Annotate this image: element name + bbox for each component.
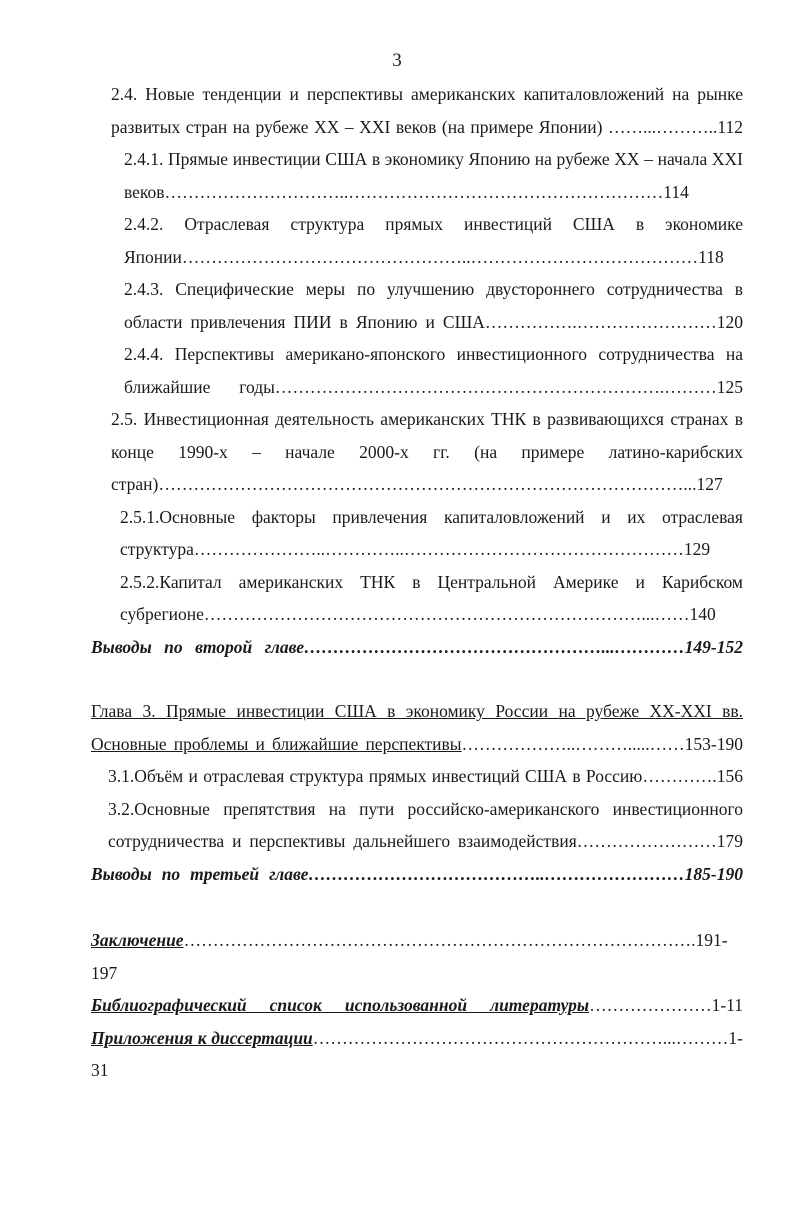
toc-entry-2-4: 2.4. Новые тенденции и перспективы американских капиталовложений на рынке развитых стран на рубеже XX – XXI веков (на примере Японии) ……...………..112 [111,84,743,137]
toc-entry-2-4-1: 2.4.1. Прямые инвестиции США в экономику Японию на рубеже XX – начала XXI веков…………………………..………………………………………………114 [124,149,743,202]
toc-entry-2-4-4: 2.4.4. Перспективы американо-японского инвестиционного сотрудничества на ближайшие годы………………………………………………………….………125 [124,344,743,397]
toc-appendices [91,1022,743,1087]
toc-conclusion [91,924,743,989]
toc-entry-2-4-3: 2.4.3. Специфические меры по улучшению двустороннего сотрудничества в области привлечения ПИИ в Японию и США…………….……………………120 [124,279,743,332]
toc-entry-2-5-1: 2.5.1.Основные факторы привлечения капиталовложений и их отраслевая структура…………………..…………..…………………………………………129 [120,506,743,559]
page-number: 3 [392,50,402,71]
toc-conclusions-chapter-2: Выводы по второй главе……………………………………………...…………149-152 [91,636,743,657]
conclusion-label: Заключение [91,930,184,950]
appendices-pages: ……………………………………………………...………1-31 [91,1027,743,1080]
toc-entry-3-2: 3.2.Основные препятствия на пути российско-американского инвестиционного сотрудничества и перспективы дальнейшего взаимодействия……………………179 [108,798,743,851]
toc-entry-3-1: 3.1.Объём и отраслевая структура прямых инвестиций США в Россию………….156 [108,766,743,786]
bibliography-pages: …………………1-11 [589,995,743,1015]
chapter-3-pages: ………………..……….....……153-190 [461,733,743,754]
toc-entry-2-5-2: 2.5.2.Капитал американских ТНК в Центральной Америке и Карибском субрегионе…………………………………………………………………...……140 [120,571,743,624]
toc-entry-2-4-2: 2.4.2. Отраслевая структура прямых инвестиций США в экономике Японии…………………………………………..…………………………………118 [124,214,743,267]
table-of-contents [91,78,743,1087]
toc-chapter-3 [91,695,743,760]
toc-entry-2-5: 2.5. Инвестиционная деятельность американских ТНК в развивающихся странах в конце 1990-х – начале 2000-х гг. (на примере латино-карибских стран)………………………………………………………………………………...127 [111,409,743,494]
toc-conclusions-chapter-3: Выводы по третьей главе…………………………………..……………………185-190 [91,863,743,884]
appendices-label: Приложения к диссертации [91,1027,313,1048]
conclusion-pages: …………………………………………………………………………….191-197 [91,930,728,983]
chapter-3-title: Глава 3. Прямые инвестиции США в экономику России на рубеже XX-XXI вв. Основные проблемы и ближайшие перспективы [91,701,743,754]
bibliography-label: Библиографический список использованной литературы [91,995,590,1015]
toc-bibliography [91,989,743,1022]
